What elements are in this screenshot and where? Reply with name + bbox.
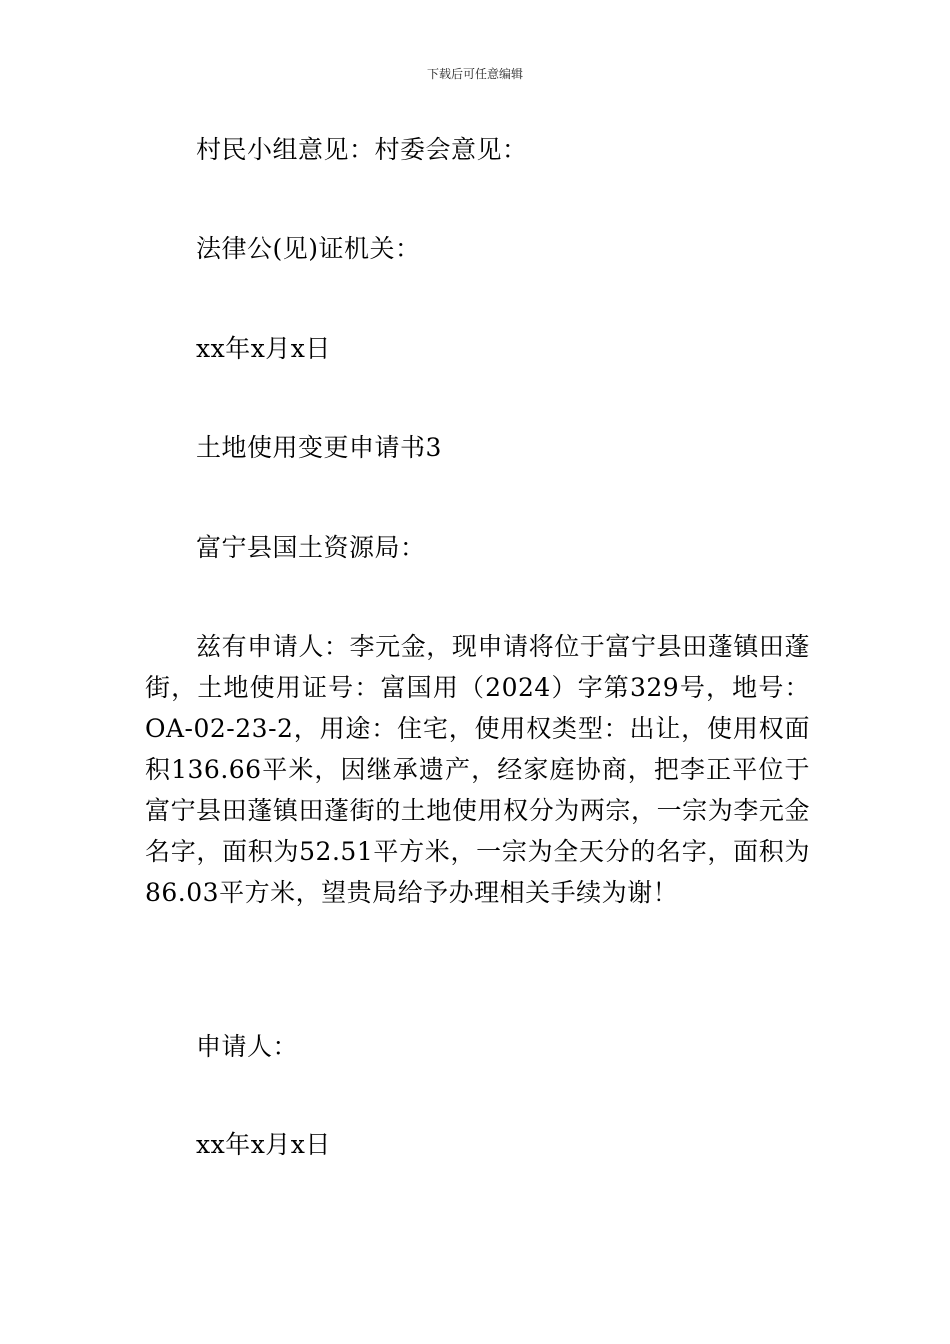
notary-line: 法律公(见)证机关： — [196, 234, 421, 263]
date-line-top: xx年x月x日 — [196, 334, 331, 363]
recipient-line: 富宁县国土资源局： — [196, 533, 426, 562]
page-header-note: 下载后可任意编辑 — [426, 67, 523, 81]
date-line-bottom: xx年x月x日 — [196, 1130, 331, 1159]
applicant-line: 申请人： — [196, 1032, 299, 1061]
opinions-line: 村民小组意见：村委会意见： — [196, 135, 528, 164]
application-body-paragraph: 兹有申请人：李元金，现申请将位于富宁县田蓬镇田蓬街，土地使用证号：富国用（2024）字第329号，地号：OA-02-23-2，用途：住宅，使用权类型：出让，使用权面积136.66平米，因继承遗产，经家庭协商，把李正平位于富宁县田蓬镇田蓬街的土地使用权分为两宗，一宗为李元金名字，面积为52.51平方米，一宗为全天分的名字，面积为86.03平方米，望贵局给予办理相关手续为谢！ — [145, 632, 810, 907]
document-title: 土地使用变更申请书3 — [196, 433, 442, 462]
